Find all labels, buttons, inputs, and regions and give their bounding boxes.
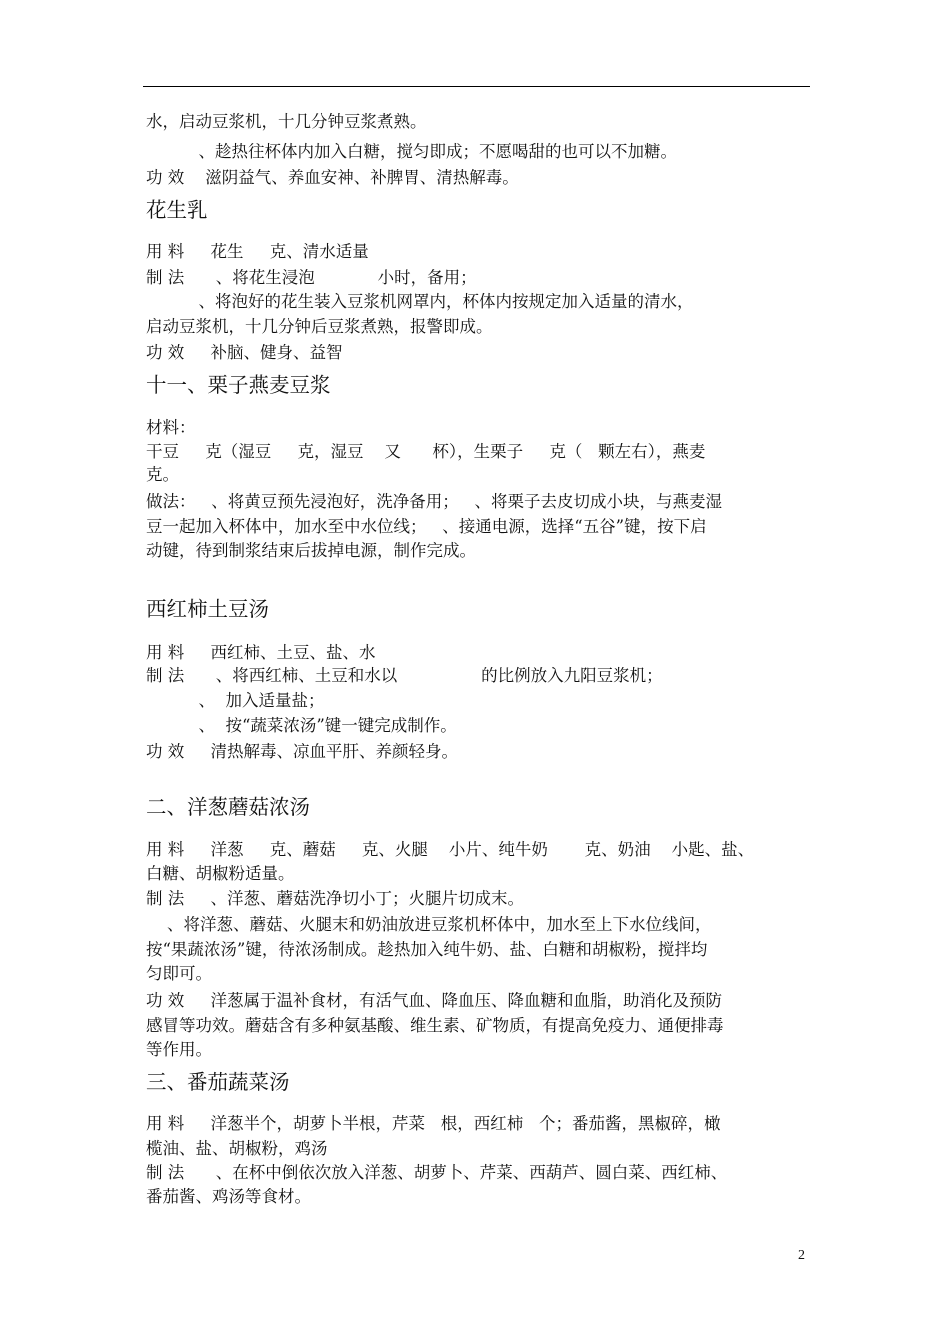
text-line: 按“果蔬浓汤”键，待浓汤制成。趁热加入纯牛奶、盐、白糖和胡椒粉，搅拌均 xyxy=(146,940,708,959)
section-heading: 十一、栗子燕麦豆浆 xyxy=(146,373,331,397)
text-line: 制 法 、将花生浸泡 小时，备用； xyxy=(146,268,477,287)
section-heading: 二、洋葱蘑菇浓汤 xyxy=(146,795,310,819)
text-line: 用 料 洋葱半个，胡萝卜半根，芹菜 根，西红柿 个；番茄酱，黑椒碎，橄 xyxy=(146,1114,721,1133)
section-heading: 西红柿土豆汤 xyxy=(146,597,269,621)
text-line: 榄油、盐、胡椒粉，鸡汤 xyxy=(146,1139,328,1158)
text-line: 水，启动豆浆机，十几分钟豆浆煮熟。 xyxy=(146,112,427,131)
text-line: 制 法 、将西红柿、土豆和水以 的比例放入九阳豆浆机； xyxy=(146,666,663,685)
text-line: 干豆 克（湿豆 克，湿豆 又 杯），生栗子 克（ 颗左右），燕麦 xyxy=(146,442,706,461)
text-line: 感冒等功效。蘑菇含有多种氨基酸、维生素、矿物质，有提高免疫力、通便排毒 xyxy=(146,1016,724,1035)
text-line: 、将洋葱、蘑菇、火腿末和奶油放进豆浆机杯体中，加水至上下水位线间， xyxy=(146,915,712,934)
section-heading: 花生乳 xyxy=(146,198,208,222)
text-line: 用 料 花生 克、清水适量 xyxy=(146,242,369,261)
text-line: 功 效 补脑、健身、益智 xyxy=(146,343,343,362)
page-number: 2 xyxy=(798,1248,805,1263)
text-line: 功 效 洋葱属于温补食材，有活气血、降血压、降血糖和血脂，助消化及预防 xyxy=(146,991,722,1010)
text-line: 等作用。 xyxy=(146,1040,212,1059)
text-line: 、 加入适量盐； xyxy=(146,691,325,710)
section-heading: 三、番茄蔬菜汤 xyxy=(146,1070,290,1094)
text-line: 、将泡好的花生装入豆浆机网罩内，杯体内按规定加入适量的清水， xyxy=(146,292,694,311)
text-line: 做法： 、将黄豆预先浸泡好，洗净备用； 、将栗子去皮切成小块，与燕麦湿 xyxy=(146,492,722,511)
text-line: 制 法 、在杯中倒依次放入洋葱、胡萝卜、芹菜、西葫芦、圆白菜、西红柿、 xyxy=(146,1163,728,1182)
text-line: 、 按“蔬菜浓汤”键一键完成制作。 xyxy=(146,716,457,735)
text-line: 、趁热往杯体内加入白糖，搅匀即成；不愿喝甜的也可以不加糖。 xyxy=(146,142,677,161)
text-line: 功 效 滋阴益气、养血安神、补脾胃、清热解毒。 xyxy=(146,168,519,187)
text-line: 豆一起加入杯体中，加水至中水位线； 、接通电源，选择“五谷”键，按下启 xyxy=(146,517,707,536)
text-line: 启动豆浆机，十几分钟后豆浆煮熟，报警即成。 xyxy=(146,317,493,336)
text-line: 功 效 清热解毒、凉血平肝、养颜轻身。 xyxy=(146,742,458,761)
text-line: 白糖、胡椒粉适量。 xyxy=(146,864,295,883)
text-line: 材料： xyxy=(146,418,196,437)
header-rule xyxy=(143,86,810,87)
text-line: 动键，待到制浆结束后拔掉电源，制作完成。 xyxy=(146,541,476,560)
text-line: 用 料 西红柿、土豆、盐、水 xyxy=(146,643,376,662)
text-line: 番茄酱、鸡汤等食材。 xyxy=(146,1187,311,1206)
text-line: 克。 xyxy=(146,465,179,484)
text-line: 匀即可。 xyxy=(146,964,212,983)
text-line: 制 法 、洋葱、蘑菇洗净切小丁；火腿片切成末。 xyxy=(146,889,524,908)
text-line: 用 料 洋葱 克、蘑菇 克、火腿 小片、纯牛奶 克、奶油 小匙、盐、 xyxy=(146,840,755,859)
